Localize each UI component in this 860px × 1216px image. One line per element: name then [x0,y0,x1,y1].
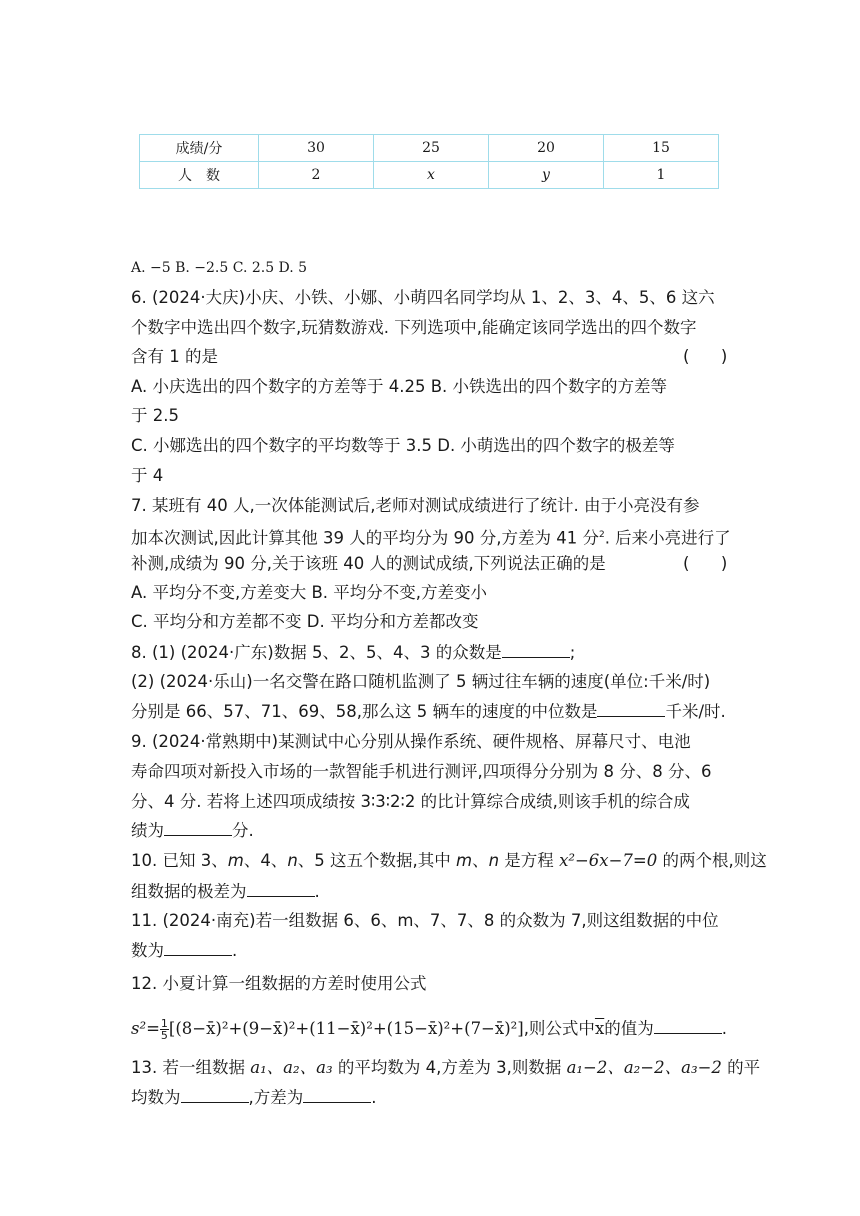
q9-line1: 9. (2024·常熟期中)某测试中心分别从操作系统、硬件规格、屏幕尺寸、电池 [131,732,691,751]
table-cell: 20 [489,135,604,162]
table-cell: 2 [259,162,374,189]
q6-line2: 个数字中选出四个数字,玩猜数游戏. 下列选项中,能确定该同学选出的四个数字 [131,318,697,337]
q5-options: A. −5 B. −2.5 C. 2.5 D. 5 [131,260,308,276]
q13-line1: 13. 若一组数据 a₁、a₂、a₃ 的平均数为 4,方差为 3,则数据 a₁−2、a₂−2、a₃−2 的平 [131,1058,761,1077]
table-cell: 25 [374,135,489,162]
q12-formula-line: s²= $\frac{1}{5}$ [(8−x̄)²+(9−x̄)²+(11−x̄)²+(15−x̄)²+(7−x̄)²],则公式中$\overline{x}$的值为 . [131,1017,727,1042]
fraction-one-fifth: $\frac{1}{5}$ [160,1017,168,1042]
q8-line3: 分别是 66、57、71、69、58,那么这 5 辆车的速度的中位数是 千米/时. [131,702,726,721]
q7-line2: 加本次测试,因此计算其他 39 人的平均分为 90 分,方差为 41 分$^2$. 后来小亮进行了 [131,528,731,548]
q7-line1: 7. 某班有 40 人,一次体能测试后,老师对测试成绩进行了统计. 由于小亮没有参 [131,496,700,515]
answer-blank[interactable] [597,701,665,717]
answer-blank[interactable] [303,1087,371,1103]
table-cell: 成绩/分 [140,135,259,162]
q9-line2: 寿命四项对新投入市场的一款智能手机进行测评,四项得分分别为 8 分、8 分、6 [131,762,712,781]
table-cell: x [374,162,489,189]
table-cell: 30 [259,135,374,162]
score-table [139,134,719,189]
q9-line3: 分、4 分. 若将上述四项成绩按 3∶3∶2∶2 的比计算综合成绩,则该手机的综合成 [131,792,690,811]
answer-blank[interactable] [247,881,315,897]
table-cell: 1 [604,162,719,189]
answer-blank[interactable] [654,1018,722,1034]
q6-option-c-d: C. 小娜选出的四个数字的平均数等于 3.5 D. 小萌选出的四个数字的极差等 [131,436,675,455]
q7-line3: 补测,成绩为 90 分,关于该班 40 人的测试成绩,下列说法正确的是 [131,554,606,573]
answer-blank[interactable] [164,820,232,836]
q10-line1: 10. 已知 3、m、4、n、5 这五个数据,其中 m、n 是方程 x²−6x−7=0 的两个根,则这 [131,851,767,870]
q6-option-a-b: A. 小庆选出的四个数字的方差等于 4.25 B. 小铁选出的四个数字的方差等 [131,377,668,396]
q7-options-ab: A. 平均分不变,方差变大 B. 平均分不变,方差变小 [131,583,488,602]
table-row-count [140,162,719,189]
answer-blank[interactable] [181,1087,249,1103]
q6-line3: 含有 1 的是 [131,347,218,366]
q11-line2: 数为 . [131,941,238,960]
q8-line1: 8. (1) (2024·广东)数据 5、2、5、4、3 的众数是 ; [131,643,576,662]
q8-line2: (2) (2024·乐山)一名交警在路口随机监测了 5 辆过往车辆的速度(单位:千米/时) [131,672,711,691]
q6-option-d-cont: 于 4 [131,466,164,485]
variance-symbol: s²= [131,1019,160,1038]
q6-line1: 6. (2024·大庆)小庆、小铁、小娜、小萌四名同学均从 1、2、3、4、5、6 这六 [131,288,715,307]
q7-options-cd: C. 平均分和方差都不变 D. 平均分和方差都改变 [131,612,479,631]
q6-answer-paren: ( ) [683,347,728,366]
q12-line1: 12. 小夏计算一组数据的方差时使用公式 [131,974,427,993]
q9-line4: 绩为 分. [131,821,254,840]
table-cell: y [489,162,604,189]
table-cell: 15 [604,135,719,162]
answer-blank[interactable] [502,642,570,658]
q11-line1: 11. (2024·南充)若一组数据 6、6、m、7、7、8 的众数为 7,则这组数据的中位 [131,911,719,930]
q6-option-b-cont: 于 2.5 [131,406,179,425]
table-cell: 人 数 [140,162,259,189]
variance-formula: [(8−x̄)²+(9−x̄)²+(11−x̄)²+(15−x̄)²+(7−x̄)²] [168,1019,524,1038]
q10-line2: 组数据的极差为 . [131,882,320,901]
q13-line2: 均数为 ,方差为 . [131,1088,377,1107]
q7-answer-paren: ( ) [683,554,728,573]
table-row-header [140,135,719,162]
answer-blank[interactable] [164,940,232,956]
